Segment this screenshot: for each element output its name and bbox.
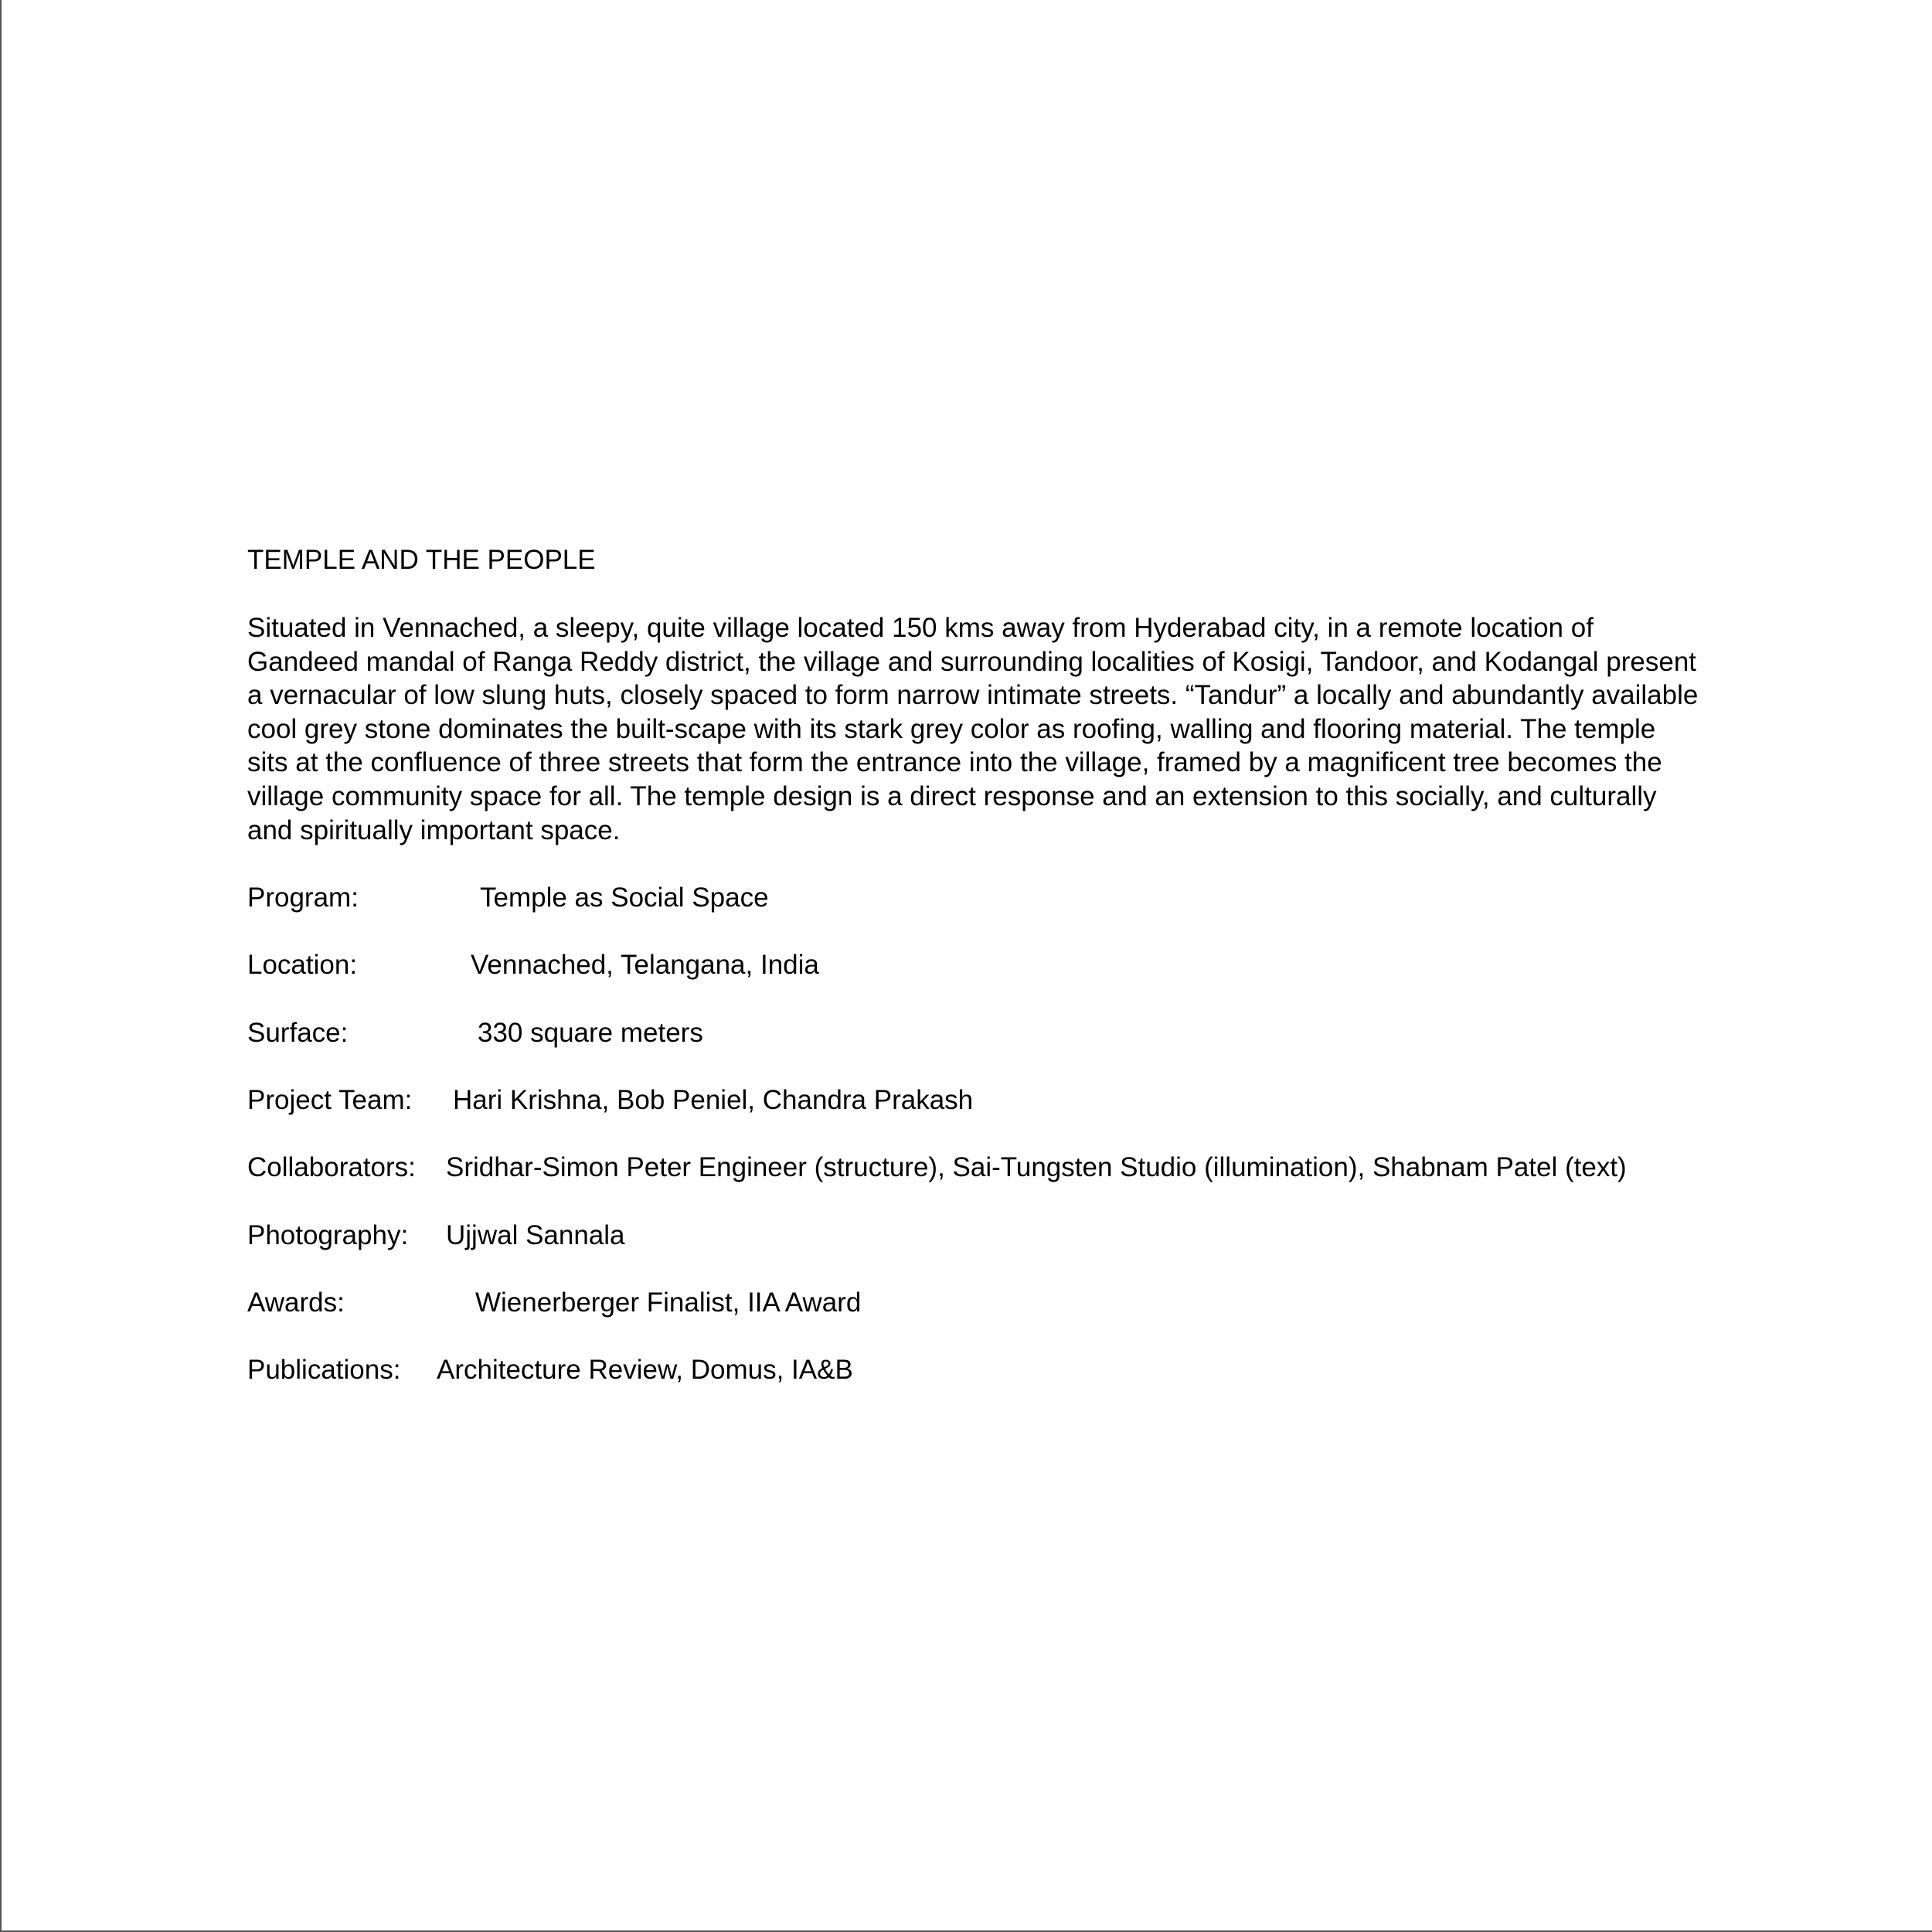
detail-value-photography: Ujjwal Sannala <box>446 1219 625 1250</box>
detail-label-location: Location: <box>247 950 358 981</box>
detail-row-program <box>247 881 1716 915</box>
detail-label-awards: Awards: <box>247 1287 345 1318</box>
detail-label-surface: Surface: <box>247 1017 349 1048</box>
project-description: Situated in Vennached, a sleepy, quite village located 150 kms away from Hyderabad city, in a remote location of Gandeed mandal of Ranga Reddy district, the village and surrounding localities of Kosigi, Tandoor, and Kodangal present a vernacular of low slung huts, closely spaced to form narrow intimate streets. “Tandur” a locally and abundantly available cool grey stone dominates the built-scape with its stark grey color as roofing, walling and flooring material. The temple sits at the confluence of three streets that form the entrance into the village, framed by a magnificent tree becomes the village community space for all. The temple design is a direct response and an extension to this socially, and culturally and spiritually important space. <box>247 613 1699 845</box>
project-details <box>247 881 1716 1387</box>
document-content <box>247 543 1716 1421</box>
detail-row-publications <box>247 1353 1716 1387</box>
detail-row-project-team <box>247 1083 1716 1117</box>
detail-value-publications: Architecture Review, Domus, IA&B <box>437 1355 853 1386</box>
detail-value-location: Vennached, Telangana, India <box>471 950 819 981</box>
detail-value-program: Temple as Social Space <box>480 883 769 913</box>
detail-row-photography <box>247 1219 1716 1253</box>
detail-label-collaborators: Collaborators: <box>247 1152 416 1183</box>
detail-row-surface <box>247 1016 1716 1050</box>
detail-label-project-team: Project Team: <box>247 1085 413 1116</box>
detail-row-location <box>247 948 1716 982</box>
detail-label-photography: Photography: <box>247 1219 409 1250</box>
detail-value-surface: 330 square meters <box>478 1017 703 1048</box>
detail-label-program: Program: <box>247 883 359 913</box>
detail-value-awards: Wienerberger Finalist, IIA Award <box>475 1287 862 1318</box>
detail-value-project-team: Hari Krishna, Bob Peniel, Chandra Prakash <box>453 1085 974 1116</box>
document-title: TEMPLE AND THE PEOPLE <box>247 545 596 575</box>
detail-label-publications: Publications: <box>247 1355 401 1386</box>
detail-row-collaborators <box>247 1151 1716 1185</box>
detail-value-collaborators: Sridhar-Simon Peter Engineer (structure), Sai-Tungsten Studio (illumination), Shabnam Patel (text) <box>446 1152 1627 1183</box>
detail-row-awards <box>247 1286 1716 1320</box>
